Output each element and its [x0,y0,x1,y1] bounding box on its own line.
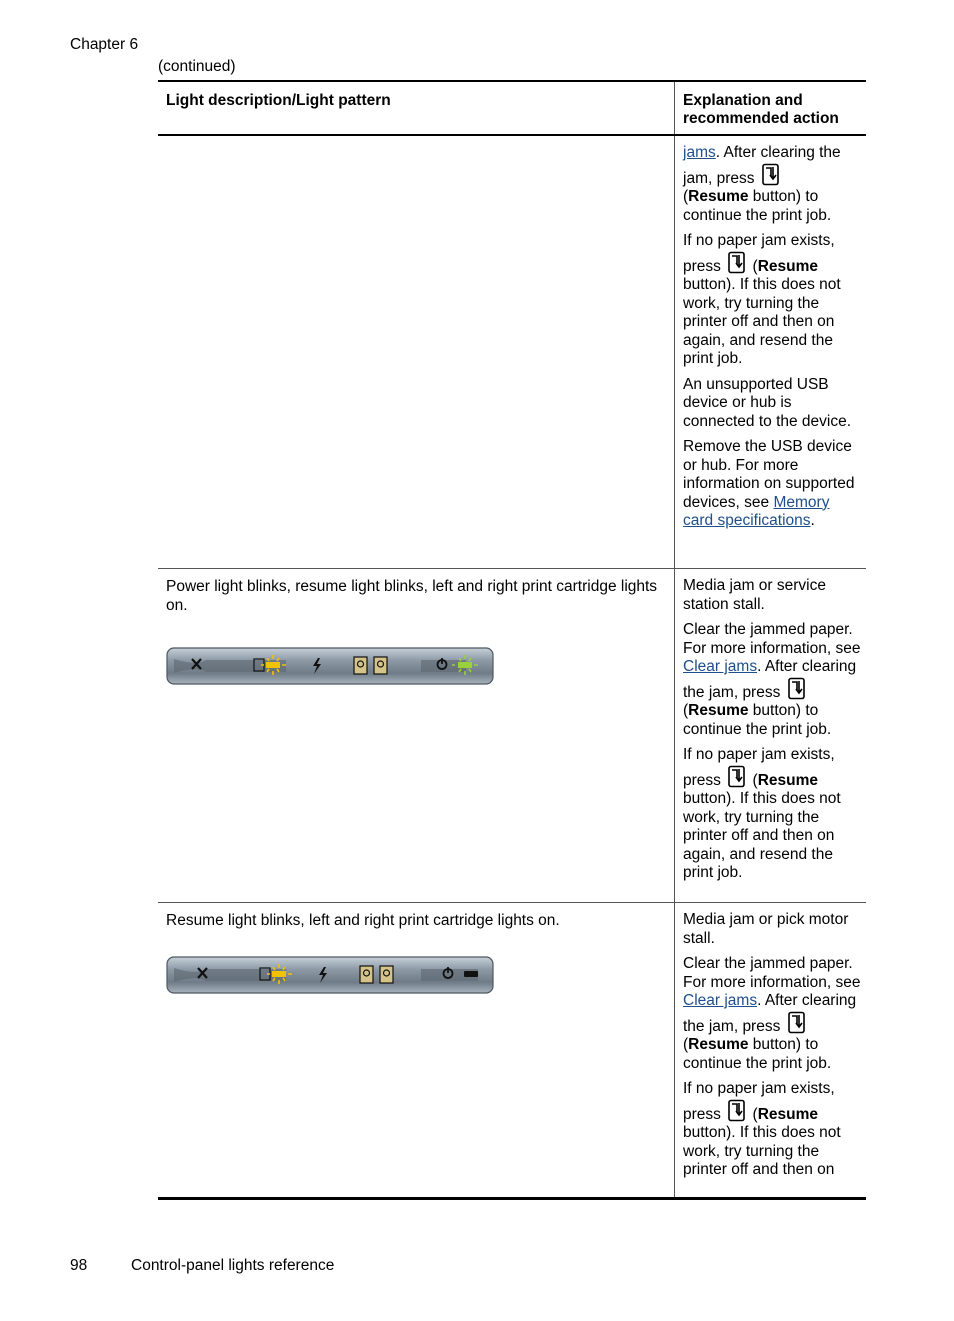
light-description: Power light blinks, resume light blinks, left and right print cartridge lights on. [166,578,658,614]
cartridge-icon [360,966,373,983]
explanation-paragraph: If no paper jam exists, press (Resume button). If this does not work, try turning the printer off and then on again, and resend the print job. [683,746,841,881]
table-header [158,82,866,136]
row-description [158,903,675,1197]
header-explanation: Explanation and recommended action [683,92,839,127]
cartridge-icon [374,657,387,674]
clear-jams-link[interactable]: Clear jams [683,658,758,675]
page-number: 98 [70,1257,88,1274]
continued-label: (continued) [158,58,236,75]
table-row [158,136,866,569]
resume-icon [727,1099,746,1122]
explanation-paragraph: Clear the jammed paper. For more information, see Clear jams. After clearing the jam, press (Resume button) to continue the print job. [683,621,861,738]
explanation-paragraph: Media jam or service station stall. [683,577,826,613]
row-explanation [675,136,865,568]
power-light-off-icon [464,971,478,977]
header-light-description: Light description/Light pattern [158,82,675,134]
row-explanation [675,569,865,902]
explanation-paragraph: jams. After clearing the jam, press (Resume button) to continue the print job. [683,144,841,224]
resume-icon [727,765,746,788]
table-row [158,569,866,903]
cartridge-icon [380,966,393,983]
table-row [158,903,866,1197]
control-panel-lights-image [166,647,494,685]
explanation-paragraph: Remove the USB device or hub. For more information on supported devices, see Memory card specifications. [683,438,855,529]
chapter-label: Chapter 6 [70,36,139,53]
footer-title: Control-panel lights reference [131,1257,335,1274]
clear-jams-link[interactable]: jams [683,144,716,161]
row-explanation [675,903,865,1197]
explanation-paragraph: If no paper jam exists, press (Resume button). If this does not work, try turning the printer off and then on again, and resend the print job. [683,232,841,367]
explanation-paragraph: If no paper jam exists, press (Resume button). If this does not work, try turning the printer off and then on [683,1080,841,1178]
resume-icon [761,163,780,186]
memory-card-specifications-link[interactable]: Memory card specifications [683,493,830,529]
light-description: Resume light blinks, left and right print cartridge lights on. [166,912,560,929]
resume-icon [727,251,746,274]
resume-icon [787,677,806,700]
explanation-paragraph: Clear the jammed paper. For more information, see Clear jams. After clearing the jam, press (Resume button) to continue the print job. [683,955,861,1072]
row-description [158,569,675,902]
control-panel-lights-image [166,956,494,994]
explanation-paragraph: Media jam or pick motor stall. [683,911,849,947]
row-description [158,136,675,568]
clear-jams-link[interactable]: Clear jams [683,992,758,1009]
resume-icon [787,1011,806,1034]
cartridge-icon [354,657,367,674]
lights-table [158,80,866,1200]
explanation-paragraph: An unsupported USB device or hub is connected to the device. [683,375,852,430]
